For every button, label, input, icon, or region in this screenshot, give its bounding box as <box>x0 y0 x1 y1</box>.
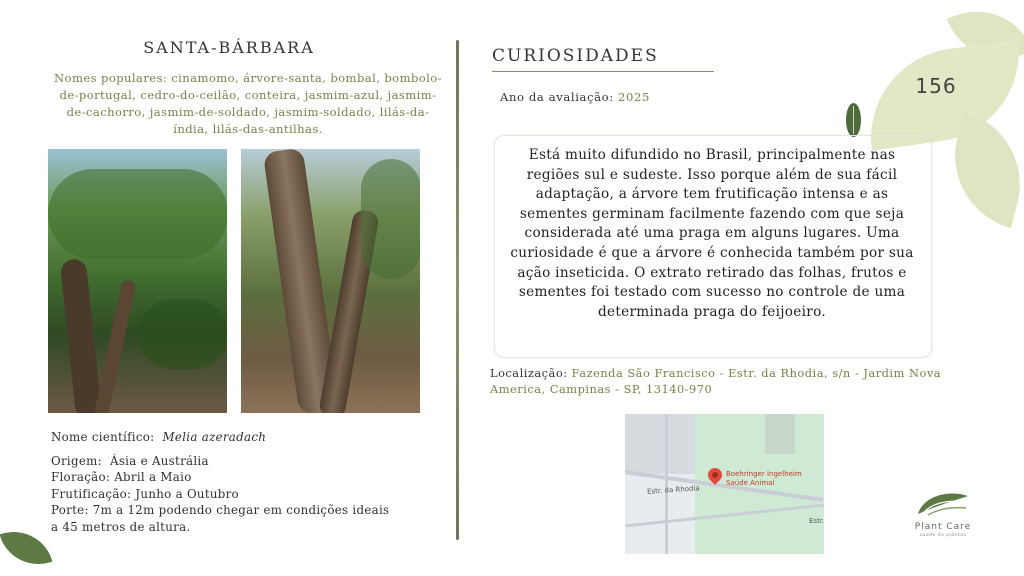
logo-name: Plant Care <box>914 522 972 532</box>
year-value: 2025 <box>618 90 650 104</box>
map-block <box>625 414 695 474</box>
tree-photo-trunk <box>241 149 420 413</box>
scientific-name-value: Melia azeradach <box>162 430 267 444</box>
column-divider <box>456 40 459 540</box>
plant-info <box>51 429 396 535</box>
size-value: 7m a 12m podendo chegar em condições ideais a 45 metros de altura. <box>51 503 390 534</box>
size-row <box>51 502 396 535</box>
location-label: Localização: <box>490 366 568 380</box>
origin-label: Origem: <box>51 453 102 468</box>
evaluation-year <box>500 90 650 104</box>
size-label: Porte: <box>51 503 89 517</box>
map-place-line1: Boehringer Ingelheim <box>726 470 802 478</box>
scientific-name-row <box>51 429 396 446</box>
plant-title: SANTA-BÁRBARA <box>143 38 315 57</box>
page-number: 156 <box>915 74 957 98</box>
location-map[interactable] <box>625 414 824 554</box>
section-title: CURIOSIDADES <box>492 46 659 66</box>
map-street-label: Estr. da Rhodia <box>646 484 700 496</box>
map-place-label <box>726 470 802 488</box>
flowering-value: Abril a Maio <box>114 470 192 484</box>
flowering-row <box>51 469 396 486</box>
flowering-label: Floração: <box>51 470 111 484</box>
location-value: Fazenda São Francisco - Estr. da Rhodia, s/n - Jardim Nova America, Campinas - SP, 13140-970 <box>490 366 942 396</box>
origin-row <box>51 453 396 470</box>
fruiting-label: Frutificação: <box>51 486 132 501</box>
origin-value: Ásia e Austrália <box>110 453 209 468</box>
fruiting-row <box>51 486 396 503</box>
map-block <box>765 414 795 454</box>
plant-care-logo-icon <box>914 488 972 518</box>
popular-names: Nomes populares: cinamomo, árvore-santa, bombal, bombolo-de-portugal, cedro-do-ceilão, conteira, jasmim-azul, jasmim-de-cachorro, jasmim-de-soldado, jasmim-soldado, lilás-da-índia, lilás-das-antilhas. <box>54 71 442 136</box>
corner-leaf-icon <box>0 523 52 573</box>
curiosity-text: Está muito difundido no Brasil, principalmente nas regiões sul e sudeste. Isso porque além de sua fácil adaptação, a árvore tem frutificação intensa e as sementes germinam facilmente fazendo com que seja considerada até uma praga em alguns lugares. Uma curiosidade é que a árvore é conhecida também por sua ação inseticida. O extrato retirado das folhas, frutos e sementes foi testado com sucesso no controle de uma determinada praga do feijoeiro. <box>510 147 914 320</box>
map-place-line2: Saúde Animal <box>726 479 775 487</box>
location <box>490 366 980 397</box>
fruiting-value: Junho a Outubro <box>135 486 239 501</box>
map-street-label: Estr. <box>809 517 824 525</box>
section-underline <box>492 71 714 72</box>
year-label: Ano da avaliação: <box>500 90 614 104</box>
tree-photo-canopy <box>48 149 227 413</box>
scientific-name-label: Nome científico: <box>51 430 155 444</box>
map-road <box>665 414 668 554</box>
logo-tagline: saúde da plantas <box>919 533 967 538</box>
small-leaf-icon <box>846 103 861 137</box>
